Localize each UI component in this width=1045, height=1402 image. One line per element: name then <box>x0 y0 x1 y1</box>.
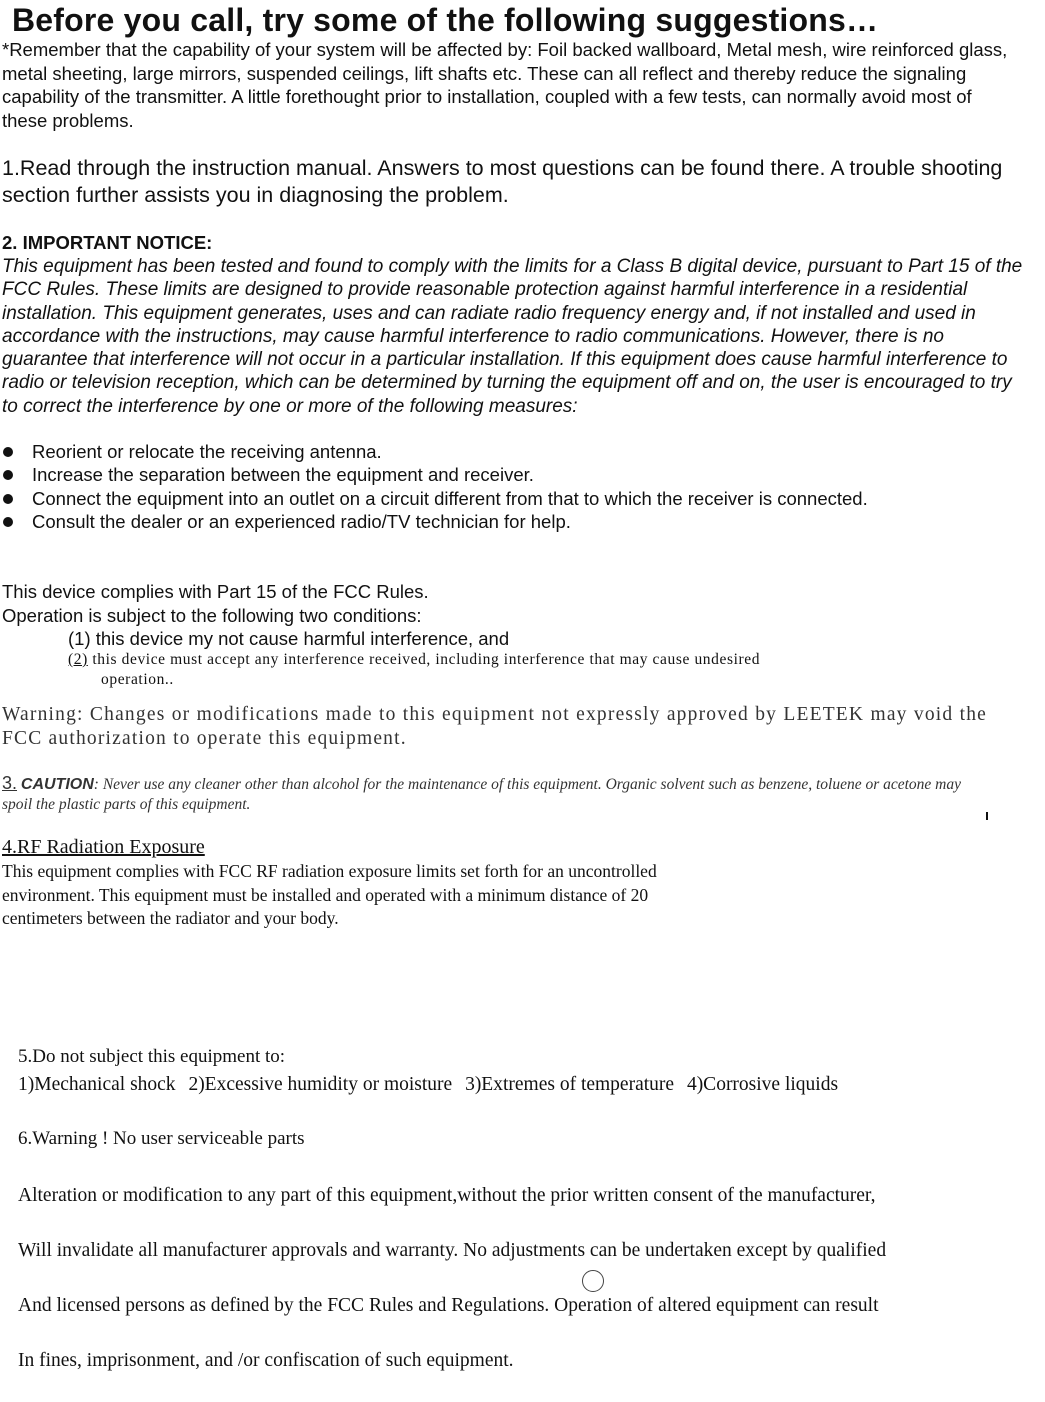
section-6-line: Will invalidate all manufacturer approvals and warranty. No adjustments can be undertaken except by qualified <box>18 1240 887 1262</box>
section-6-line: In fines, imprisonment, and /or confiscation of such equipment. <box>18 1349 514 1371</box>
section-3-caution <box>2 773 987 815</box>
fcc-warning: Warning: Changes or modifications made to this equipment not expressly approved by LEETEK may void the FCC authorization to operate this equipment. <box>2 704 987 749</box>
measures-list <box>0 440 1000 533</box>
part15-line-2: Operation is subject to the following two conditions: <box>2 604 422 626</box>
section-6-heading: 6.Warning ! No user serviceable parts <box>18 1128 305 1149</box>
section-2-notice-body: This equipment has been tested and found to comply with the limits for a Class B digital device, pursuant to Part 15 of the FCC Rules. These limits are designed to provide reasonable protection against harmful interference in a residential installation. This equipment generates, uses and can radiate radio frequency energy and, if not installed and used in accordance with the instructions, may cause harmful interference to radio communications. However, there is no guarantee that interference will not occur in a particular installation. If this equipment does cause harmful interference to radio or television reception, which can be determined by turning the equipment off and on, the user is encouraged to try to correct the interference by one or more of the following measures: <box>2 256 1023 417</box>
section-3-number: 3. <box>2 773 18 793</box>
list-item: Connect the equipment into an outlet on a circuit different from that to which the receiver is connected. <box>0 487 1000 510</box>
list-item: Consult the dealer or an experienced radio/TV technician for help. <box>0 510 1000 533</box>
condition-1: (1) this device my not cause harmful interference, and <box>68 628 510 649</box>
caution-label: CAUTION <box>20 776 94 793</box>
list-item: 3)Extremes of temperature <box>465 1074 675 1095</box>
list-item: 2)Excessive humidity or moisture <box>188 1074 453 1095</box>
list-item: Increase the separation between the equipment and receiver. <box>0 463 1000 486</box>
part15-line-1: This device complies with Part 15 of the FCC Rules. <box>2 581 429 602</box>
condition-2-text: this device must accept any interference received, including interference that may cause undesired <box>87 651 761 668</box>
part15-statement <box>2 580 429 627</box>
section-6-body <box>18 1155 1043 1402</box>
condition-2-number: (2) <box>68 651 88 668</box>
list-item: 1)Mechanical shock <box>18 1074 176 1095</box>
stray-mark <box>986 812 988 820</box>
caution-text: : Never use any cleaner other than alcohol for the maintenance of this equipment. Organic solvent such as benzene, toluene or acetone may spoil the plastic parts of this equipment. <box>2 776 962 813</box>
section-4-heading: 4.RF Radiation Exposure <box>2 836 205 858</box>
section-6-line: And licensed persons as defined by the FCC Rules and Regulations. Operation of altered equipment can result <box>18 1295 879 1317</box>
section-6-line: Alteration or modification to any part of this equipment,without the prior written consent of the manufacturer, <box>18 1185 876 1207</box>
page-title: Before you call, try some of the following suggestions… <box>12 2 879 38</box>
list-item: 4)Corrosive liquids <box>686 1074 839 1095</box>
section-1-read-manual: 1.Read through the instruction manual. Answers to most questions can be found there. A trouble shooting section further assists you in diagnosing the problem. <box>2 156 1003 207</box>
page-edge-mark <box>582 1270 604 1292</box>
section-4-body: This equipment complies with FCC RF radiation exposure limits set forth for an uncontrolled environment. This equipment must be installed and operated with a minimum distance of 20 centimeters between the radiator and your body. <box>2 861 657 928</box>
section-5-heading: 5.Do not subject this equipment to: <box>18 1046 286 1067</box>
list-item: Reorient or relocate the receiving antenna. <box>0 440 1000 463</box>
condition-2-continuation: operation.. <box>101 671 174 688</box>
section-5-items <box>18 1074 1038 1096</box>
condition-2 <box>68 650 988 690</box>
remember-paragraph: *Remember that the capability of your system will be affected by: Foil backed wallboard, Metal mesh, wire reinforced glass, metal sheeting, large mirrors, suspended ceilings, lift shafts etc. These can all reflect and thereby reduce the signaling capability of the transmitter. A little forethought prior to installation, coupled with a few tests, can normally avoid most of these problems. <box>2 39 1008 131</box>
section-2-heading: 2. IMPORTANT NOTICE: <box>2 232 213 253</box>
